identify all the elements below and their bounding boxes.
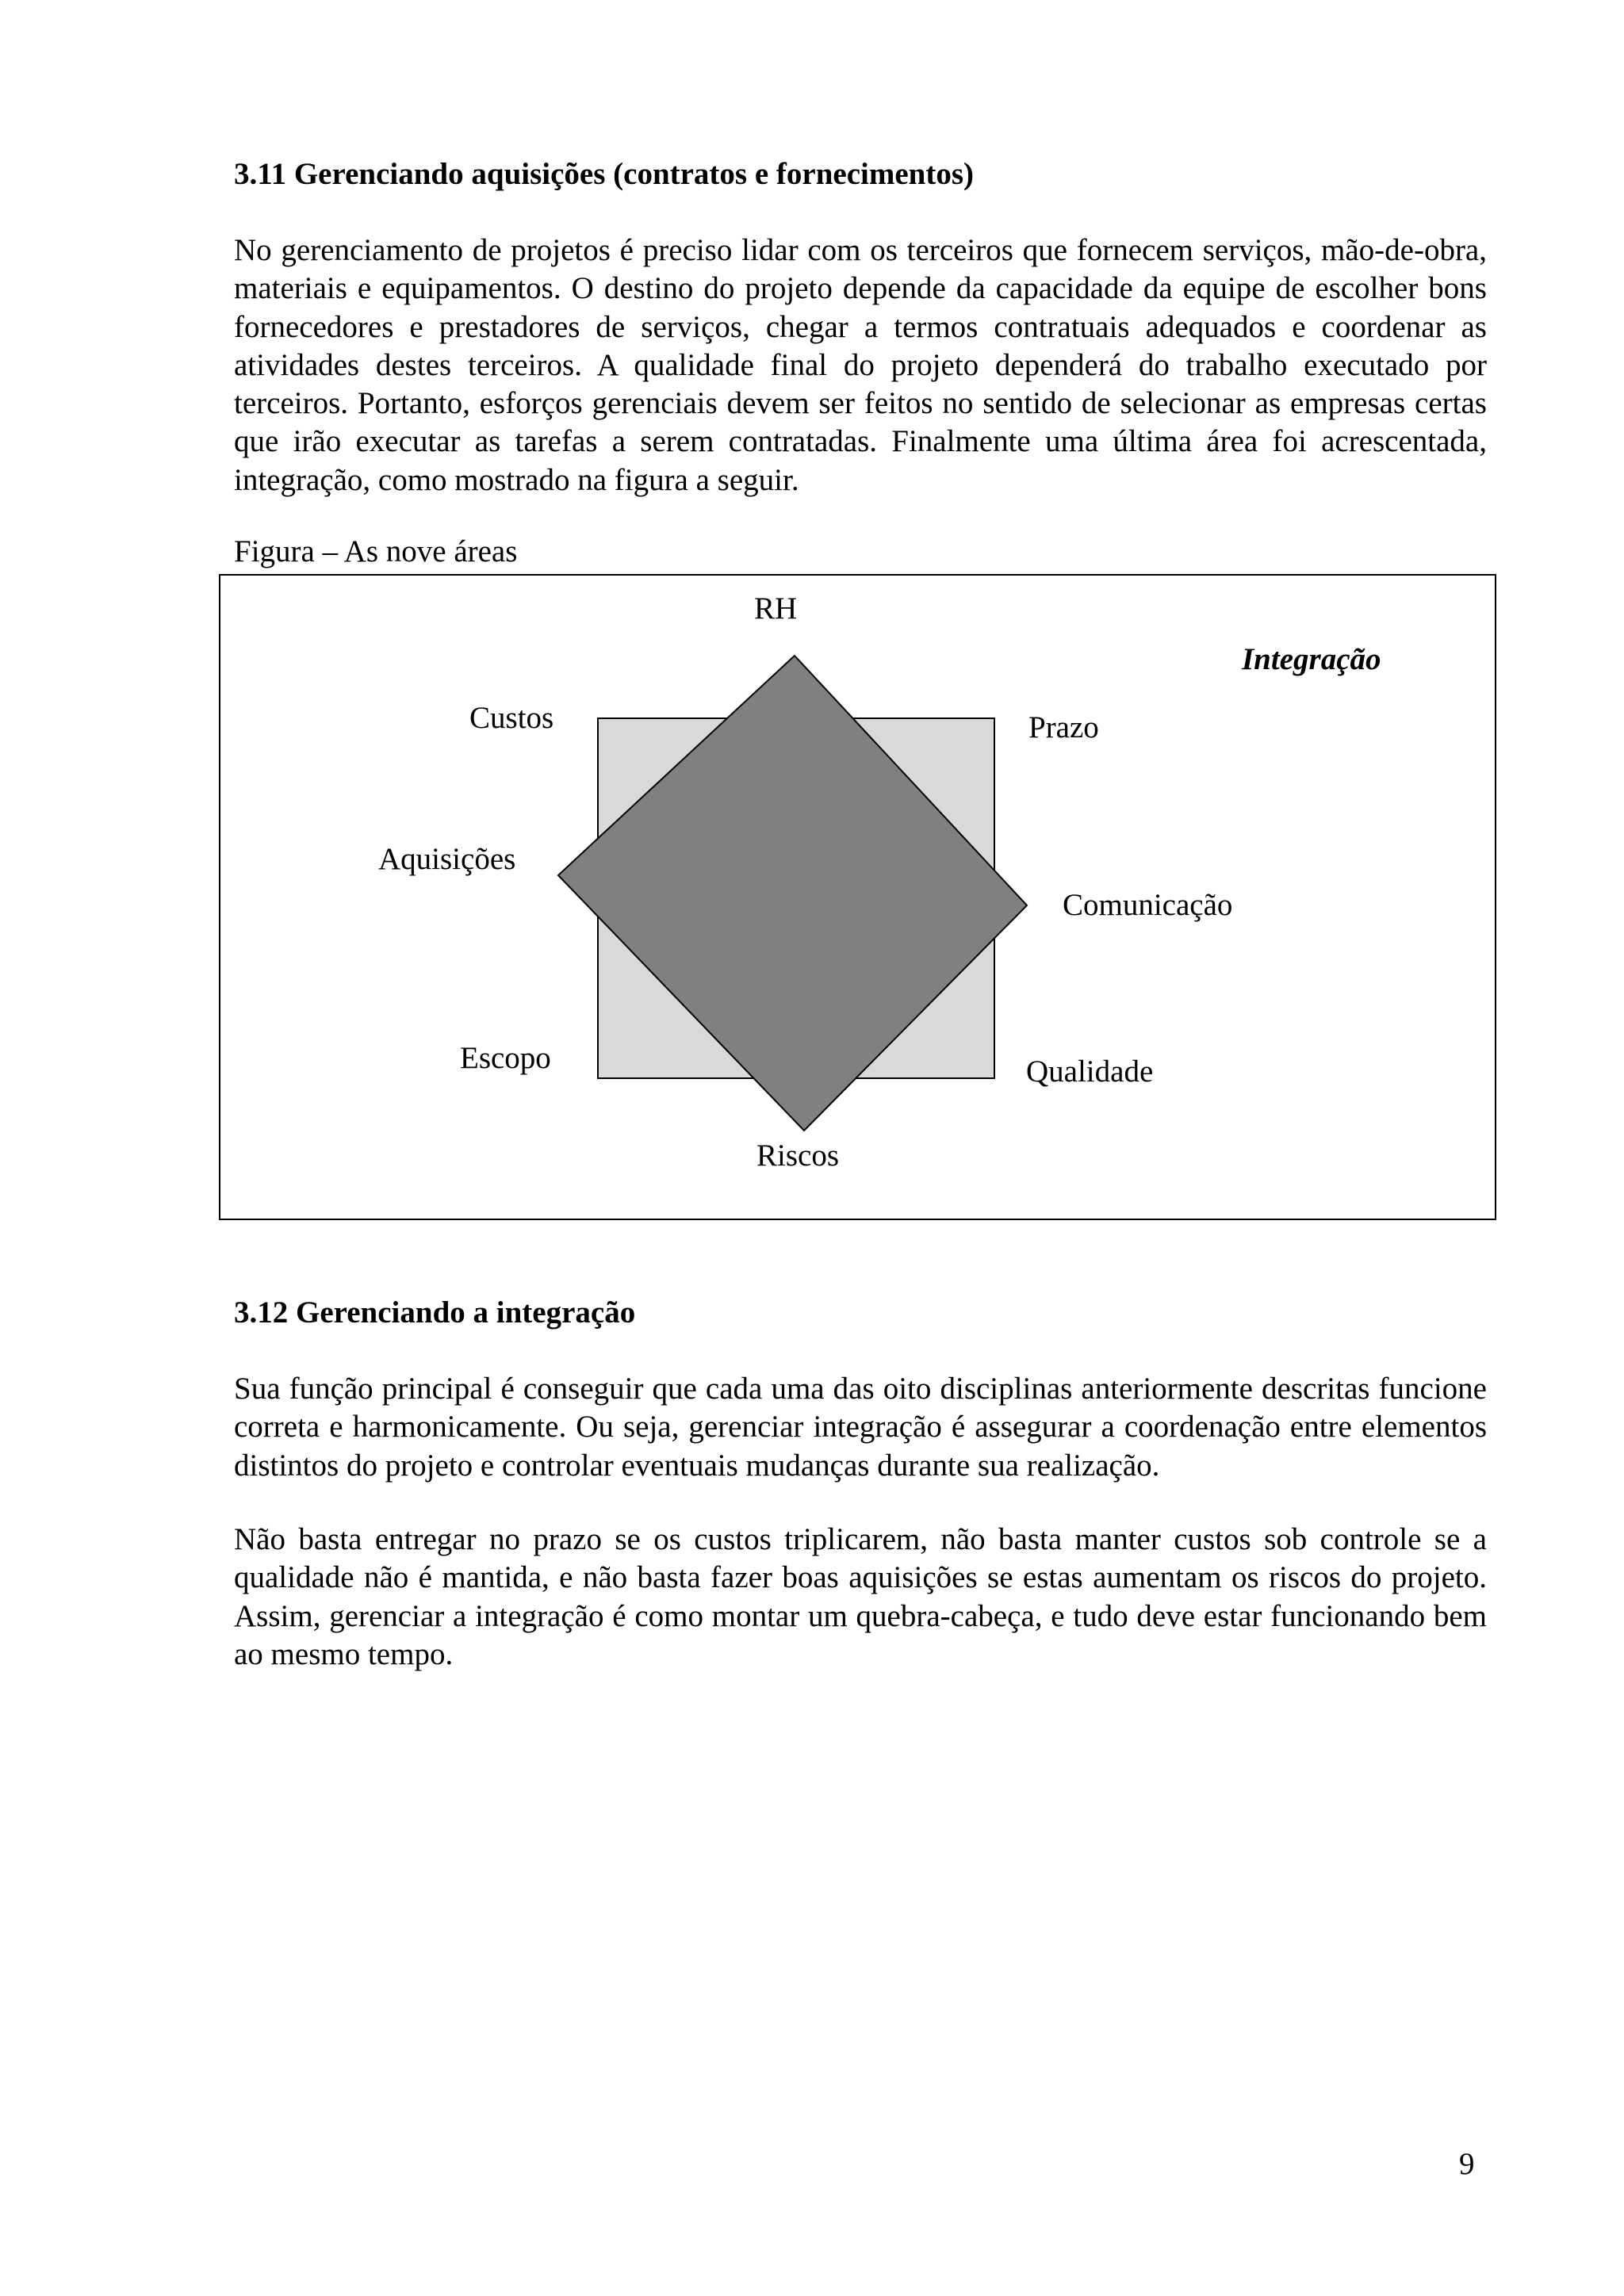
label-riscos: Riscos [756,1138,840,1173]
label-rh: RH [754,591,798,626]
nine-areas-figure [219,574,1496,1220]
section-3-11-paragraph: No gerenciamento de projetos é preciso lidar com os terceiros que fornecem serviços, mão-de-obra, materiais e equipamentos. O destino do projeto depende da capacidade da equipe de escolher bons fornecedores e prestadores de serviços, chegar a termos contratuais adequados e coordenar as atividades destes terceiros. A qualidade final do projeto dependerá do trabalho executado por terceiros. Portanto, esforços gerenciais devem ser feitos no sentido de selecionar as empresas certas que irão executar as tarefas a serem contratadas. Finalmente uma última área foi acrescentada, integração, como mostrado na figura a seguir. [234,233,1487,497]
section-3-12-title: 3.12 Gerenciando a integração [234,1295,636,1330]
label-prazo: Prazo [1028,710,1099,744]
label-qualidade: Qualidade [1026,1054,1154,1089]
section-3-12-paragraph-2: Não basta entregar no prazo se os custos triplicarem, não basta manter custos sob controle se a qualidade não é mantida, e não basta fazer boas aquisições se estas aumentam os riscos do projeto. Assim, gerenciar a integração é como montar um quebra-cabeça, e tudo deve estar funcionando bem ao mesmo tempo. [234,1522,1487,1671]
label-integracao: Integração [1242,642,1381,676]
figure-caption: Figura – As nove áreas [234,534,518,568]
section-3-11-title: 3.11 Gerenciando aquisições (contratos e fornecimentos) [234,157,974,191]
label-comunicacao: Comunicação [1063,888,1233,922]
label-custos: Custos [469,701,554,735]
label-escopo: Escopo [460,1041,551,1075]
page-number: 9 [1459,2147,1475,2181]
section-3-12-paragraph-1: Sua função principal é conseguir que cada uma das oito disciplinas anteriormente descritas funcione correta e harmonicamente. Ou seja, gerenciar integração é assegurar a coordenação entre elementos distintos do projeto e controlar eventuais mudanças durante sua realização. [234,1372,1487,1483]
label-aquisicoes: Aquisições [378,842,516,876]
